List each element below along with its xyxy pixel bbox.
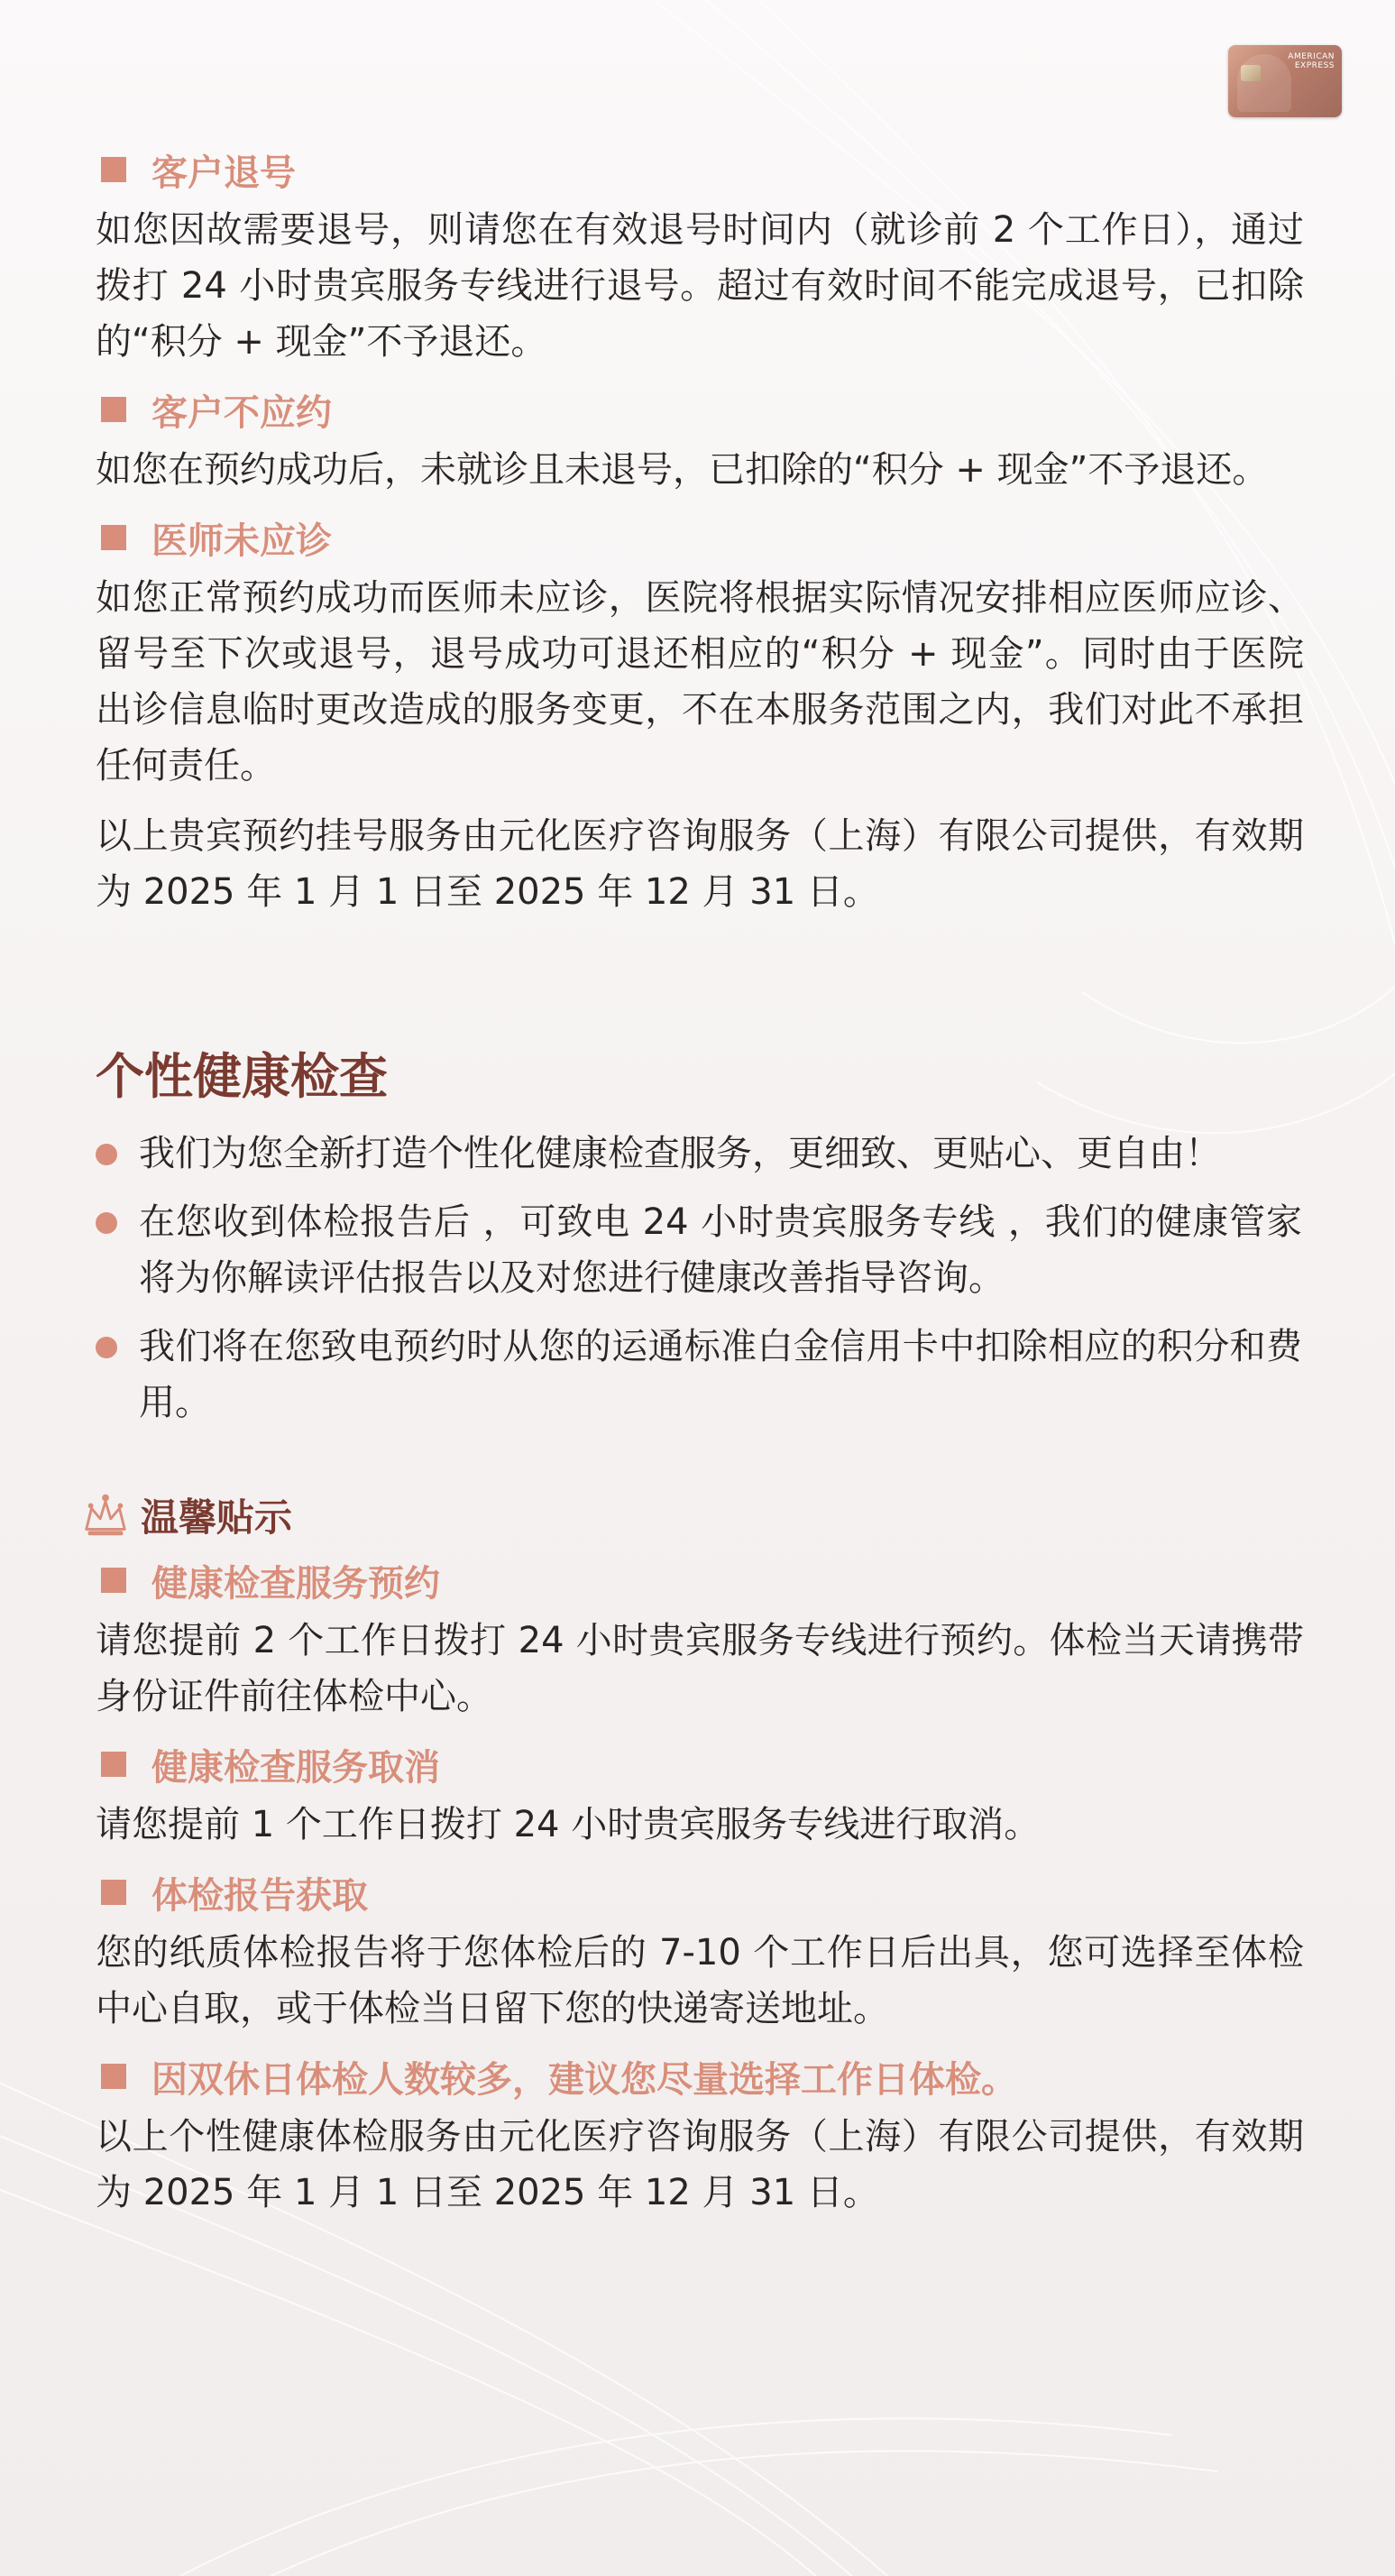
page-content (96, 144, 1304, 2235)
refund-heading: 客户退号 (101, 144, 1304, 195)
doctor-absent-text: 如您正常预约成功而医师未应诊，医院将根据实际情况安排相应医师应诊、留号至下次或退号，退号成功可退还相应的“积分 + 现金”。同时由于医院出诊信息临时更改造成的服务变更，不在本服务范围之内，我们对此不承担任何责任。 (96, 577, 1304, 787)
square-bullet-icon (101, 2064, 126, 2089)
tip-text-appointment: 请您提前 2 个工作日拨打 24 小时贵宾服务专线进行预约。体检当天请携带身份证件前往体检中心。 (96, 1620, 1304, 1717)
round-bullet-icon (96, 1337, 117, 1358)
health-check-provider-note: 以上个性健康体检服务由元化医疗咨询服务（上海）有限公司提供，有效期为 2025 年 1 月 1 日至 2025 年 12 月 31 日。 (96, 2116, 1304, 2213)
square-bullet-icon (101, 525, 126, 550)
tips-title: 温馨贴示 (79, 1488, 1304, 1542)
doctor-absent-heading: 医师未应诊 (101, 512, 1304, 563)
spacer (96, 934, 1304, 1043)
tip-text-cancel: 请您提前 1 个工作日拨打 24 小时贵宾服务专线进行取消。 (96, 1804, 1041, 1845)
amex-platinum-card-image (1228, 45, 1342, 117)
tip-heading-weekday: 因双休日体检人数较多，建议您尽量选择工作日体检。 (101, 2051, 1304, 2102)
no-show-heading: 客户不应约 (101, 384, 1304, 435)
health-check-title: 个性健康检查 (96, 1048, 388, 1105)
square-bullet-icon (101, 157, 126, 182)
registration-provider-note: 以上贵宾预约挂号服务由元化医疗咨询服务（上海）有限公司提供，有效期为 2025 年 1 月 1 日至 2025 年 12 月 31 日。 (96, 815, 1304, 913)
health-check-bullet: 在您收到体检报告后 ，可致电 24 小时贵宾服务专线 ，我们的健康管家将为你解读评估报告以及对您进行健康改善指导咨询。 (96, 1194, 1304, 1306)
spacer (96, 1111, 1304, 1126)
card-centurion-face (1237, 54, 1291, 112)
round-bullet-icon (96, 1144, 117, 1165)
square-bullet-icon (101, 397, 126, 422)
card-brand-logo: AMERICAN EXPRESS (1288, 52, 1335, 70)
card-chip (1241, 65, 1261, 81)
tip-heading-cancel: 健康检查服务取消 (101, 1739, 1304, 1789)
spacer (96, 1542, 1304, 1555)
tip-heading-report: 体检报告获取 (101, 1867, 1304, 1918)
health-check-bullet: 我们为您全新打造个性化健康检查服务，更细致、更贴心、更自由！ (96, 1126, 1304, 1182)
square-bullet-icon (101, 1568, 126, 1593)
tip-text-report: 您的纸质体检报告将于您体检后的 7-10 个工作日后出具，您可选择至体检中心自取，或于体检当日留下您的快递寄送地址。 (96, 1932, 1304, 2029)
spacer (96, 1443, 1304, 1488)
square-bullet-icon (101, 1880, 126, 1905)
refund-text: 如您因故需要退号，则请您在有效退号时间内（就诊前 2 个工作日），通过拨打 24 小时贵宾服务专线进行退号。超过有效时间不能完成退号，已扣除的“积分 + 现金”不予退还。 (96, 209, 1304, 363)
crown-icon (79, 1489, 132, 1541)
tip-heading-appointment: 健康检查服务预约 (101, 1555, 1304, 1605)
round-bullet-icon (96, 1212, 117, 1234)
health-check-bullet: 我们将在您致电预约时从您的运通标准白金信用卡中扣除相应的积分和费用。 (96, 1319, 1304, 1431)
no-show-text: 如您在预约成功后，未就诊且未退号，已扣除的“积分 + 现金”不予退还。 (96, 449, 1269, 491)
square-bullet-icon (101, 1752, 126, 1777)
